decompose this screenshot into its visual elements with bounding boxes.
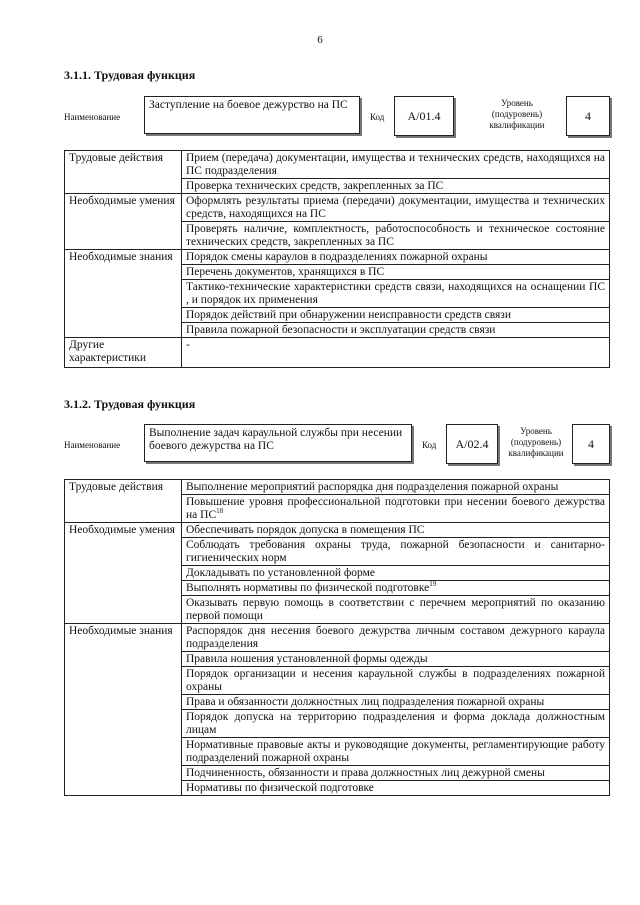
qualification-level: 4 xyxy=(566,96,610,136)
level-label-line: квалификации xyxy=(508,448,564,458)
item-cell: Порядок действий при обнаружении неисправности средств связи xyxy=(182,308,610,323)
level-label-line: Уровень xyxy=(520,426,552,436)
code-label: Код xyxy=(422,440,437,450)
function-code: А/02.4 xyxy=(446,424,498,464)
function-table xyxy=(64,150,610,368)
item-cell: Нормативные правовые акты и руководящие документы, регламентирующие работу подразделений пожарной охраны xyxy=(182,738,610,766)
code-label: Код xyxy=(370,112,385,122)
section-title: 3.1.1. Трудовая функция xyxy=(64,68,196,82)
footnote-ref: 19 xyxy=(429,580,437,589)
section-title: 3.1.2. Трудовая функция xyxy=(64,397,196,411)
item-text: Повышение уровня профессиональной подготовки при несении боевого дежурства на ПС xyxy=(186,496,605,521)
item-cell: Подчиненность, обязанности и права должностных лиц дежурной смены xyxy=(182,766,610,781)
item-cell: Проверка технических средств, закрепленных за ПС xyxy=(182,179,610,194)
item-cell: Правила ношения установленной формы одежды xyxy=(182,652,610,667)
item-cell: Тактико-технические характеристики средств связи, находящихся на оснащении ПС , и порядок их применения xyxy=(182,280,610,308)
table-row xyxy=(65,523,610,538)
level-label xyxy=(496,426,576,459)
level-label xyxy=(472,98,562,131)
item-text: Выполнять нормативы по физической подготовке xyxy=(186,582,430,594)
item-cell: Выполнение мероприятий распорядка дня подразделения пожарной охраны xyxy=(182,480,610,495)
name-label: Наименование xyxy=(64,440,121,450)
item-cell: Перечень документов, хранящихся в ПС xyxy=(182,265,610,280)
function-header xyxy=(64,424,610,470)
function-table xyxy=(64,479,610,796)
function-name: Выполнение задач караульной службы при несении боевого дежурства на ПС xyxy=(144,424,412,462)
footnote-ref: 18 xyxy=(216,507,224,516)
function-code: А/01.4 xyxy=(394,96,454,136)
table-row xyxy=(65,194,610,222)
group-label: Необходимые знания xyxy=(65,250,182,338)
item-cell: Права и обязанности должностных лиц подразделения пожарной охраны xyxy=(182,695,610,710)
table-row xyxy=(65,151,610,179)
item-cell: Нормативы по физической подготовке xyxy=(182,781,610,796)
table-row xyxy=(65,250,610,265)
name-label: Наименование xyxy=(64,112,121,122)
table-row xyxy=(65,624,610,652)
level-label-line: квалификации xyxy=(489,120,545,130)
qualification-level: 4 xyxy=(572,424,610,464)
item-cell: Порядок допуска на территорию подразделения и форма доклада должностным лицам xyxy=(182,710,610,738)
table-row xyxy=(65,480,610,495)
item-cell: Оформлять результаты приема (передачи) документации, имущества и технических средств, находящихся на ПС xyxy=(182,194,610,222)
level-label-line: (подуровень) xyxy=(510,437,562,447)
item-cell: Проверять наличие, комплектность, работоспособность и техническое состояние технических средств, закрепленных за ПС xyxy=(182,222,610,250)
item-cell: Порядок организации и несения караульной службы в подразделениях пожарной охраны xyxy=(182,667,610,695)
group-label: Другие характеристики xyxy=(65,338,182,368)
item-cell: Порядок смены караулов в подразделениях пожарной охраны xyxy=(182,250,610,265)
item-cell: Правила пожарной безопасности и эксплуатации средств связи xyxy=(182,323,610,338)
group-label: Трудовые действия xyxy=(65,151,182,194)
level-label-line: Уровень xyxy=(501,98,533,108)
item-cell: Соблюдать требования охраны труда, пожарной безопасности и санитарно-гигиенических норм xyxy=(182,538,610,566)
group-label: Необходимые знания xyxy=(65,624,182,796)
item-cell: - xyxy=(182,338,610,368)
function-header xyxy=(64,96,610,142)
group-label: Необходимые умения xyxy=(65,523,182,624)
item-cell: Прием (передача) документации, имущества и технических средств, находящихся на ПС подразделения xyxy=(182,151,610,179)
page-number: 6 xyxy=(317,34,323,46)
item-cell: Докладывать по установленной форме xyxy=(182,566,610,581)
item-cell: Обеспечивать порядок допуска в помещения ПС xyxy=(182,523,610,538)
table-row xyxy=(65,338,610,368)
item-cell xyxy=(182,495,610,523)
item-cell: Оказывать первую помощь в соответствии с перечнем мероприятий по оказанию первой помощи xyxy=(182,596,610,624)
item-cell: Распорядок дня несения боевого дежурства личным составом дежурного караула подразделения xyxy=(182,624,610,652)
function-name: Заступление на боевое дежурство на ПС xyxy=(144,96,360,134)
group-label: Трудовые действия xyxy=(65,480,182,523)
item-cell xyxy=(182,581,610,596)
group-label: Необходимые умения xyxy=(65,194,182,250)
level-label-line: (подуровень) xyxy=(491,109,543,119)
